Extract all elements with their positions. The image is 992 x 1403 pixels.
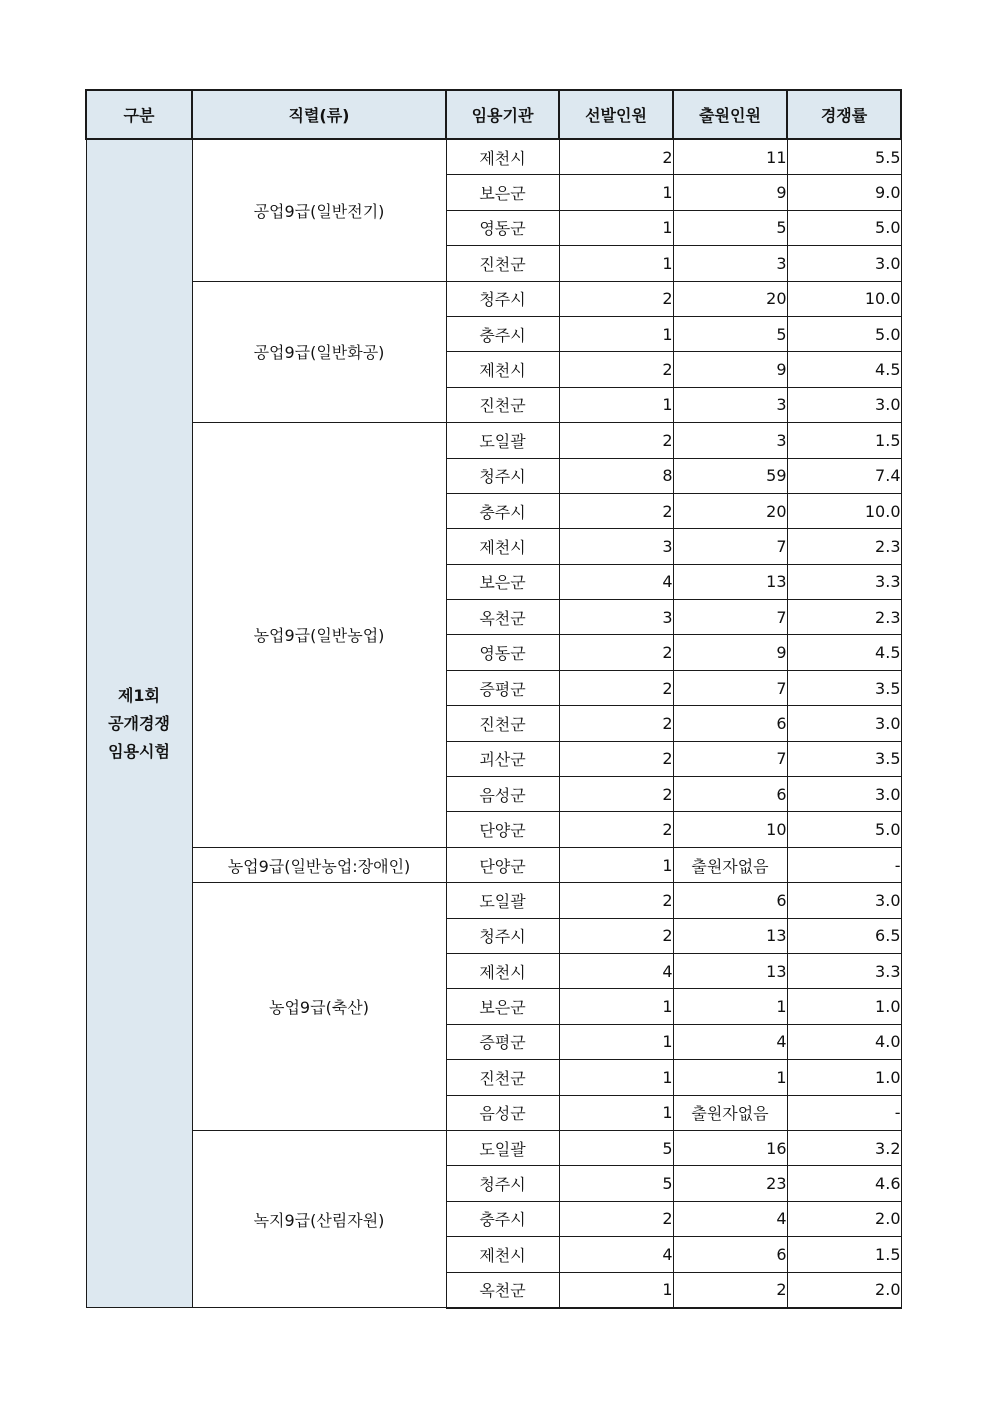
org-cell: 도일괄 [446, 1130, 559, 1165]
org-cell: 보은군 [446, 989, 559, 1024]
selected-cell: 1 [559, 175, 673, 210]
header-selected: 선발인원 [559, 90, 673, 139]
rate-cell: 10.0 [787, 281, 901, 316]
org-cell: 증평군 [446, 670, 559, 705]
selected-cell: 1 [559, 1095, 673, 1130]
rate-cell: 1.5 [787, 1237, 901, 1272]
position-cell: 농업9급(일반농업) [192, 423, 446, 848]
applicants-cell: 2 [673, 1272, 787, 1308]
rate-cell: 4.5 [787, 352, 901, 387]
rate-cell: 6.5 [787, 918, 901, 953]
applicants-cell: 4 [673, 1024, 787, 1059]
rate-cell: 3.5 [787, 670, 901, 705]
applicants-cell: 9 [673, 352, 787, 387]
applicants-cell: 1 [673, 989, 787, 1024]
rate-cell: 3.3 [787, 953, 901, 988]
selected-cell: 2 [559, 883, 673, 918]
org-cell: 영동군 [446, 635, 559, 670]
selected-cell: 4 [559, 564, 673, 599]
applicants-cell: 20 [673, 493, 787, 528]
position-cell: 공업9급(일반전기) [192, 139, 446, 281]
applicants-cell: 3 [673, 387, 787, 422]
applicants-cell: 13 [673, 953, 787, 988]
org-cell: 제천시 [446, 953, 559, 988]
selected-cell: 5 [559, 1166, 673, 1201]
applicants-cell: 13 [673, 918, 787, 953]
org-cell: 청주시 [446, 458, 559, 493]
rate-cell: 1.0 [787, 1060, 901, 1095]
selected-cell: 1 [559, 210, 673, 245]
applicants-cell: 10 [673, 812, 787, 847]
applicants-cell: 출원자없음 [673, 1095, 787, 1130]
applicants-cell: 9 [673, 175, 787, 210]
applicants-cell: 6 [673, 706, 787, 741]
rate-cell: 3.5 [787, 741, 901, 776]
selected-cell: 2 [559, 741, 673, 776]
selected-cell: 1 [559, 989, 673, 1024]
applicants-cell: 1 [673, 1060, 787, 1095]
selected-cell: 2 [559, 777, 673, 812]
selected-cell: 2 [559, 635, 673, 670]
org-cell: 음성군 [446, 777, 559, 812]
table-row [86, 139, 901, 175]
applicants-cell: 출원자없음 [673, 847, 787, 882]
applicants-cell: 6 [673, 777, 787, 812]
applicants-cell: 5 [673, 210, 787, 245]
rate-cell: - [787, 1095, 901, 1130]
applicants-cell: 6 [673, 883, 787, 918]
applicants-cell: 11 [673, 139, 787, 175]
header-position: 직렬(류) [192, 90, 446, 139]
selected-cell: 2 [559, 670, 673, 705]
applicants-cell: 3 [673, 423, 787, 458]
org-cell: 충주시 [446, 1201, 559, 1236]
table-row [86, 281, 901, 316]
selected-cell: 3 [559, 600, 673, 635]
org-cell: 음성군 [446, 1095, 559, 1130]
category-cell [86, 139, 192, 1308]
org-cell: 제천시 [446, 529, 559, 564]
selected-cell: 1 [559, 316, 673, 351]
rate-cell: 9.0 [787, 175, 901, 210]
selected-cell: 5 [559, 1130, 673, 1165]
applicants-cell: 5 [673, 316, 787, 351]
header-applicants: 출원인원 [673, 90, 787, 139]
applicants-cell: 13 [673, 564, 787, 599]
rate-cell: - [787, 847, 901, 882]
selected-cell: 1 [559, 387, 673, 422]
org-cell: 청주시 [446, 1166, 559, 1201]
rate-cell: 1.5 [787, 423, 901, 458]
rate-cell: 3.3 [787, 564, 901, 599]
rate-cell: 4.5 [787, 635, 901, 670]
rate-cell: 3.0 [787, 387, 901, 422]
org-cell: 청주시 [446, 918, 559, 953]
header-rate: 경쟁률 [787, 90, 901, 139]
org-cell: 도일괄 [446, 883, 559, 918]
selected-cell: 1 [559, 1272, 673, 1308]
table-row [86, 1130, 901, 1165]
applicants-cell: 3 [673, 246, 787, 281]
applicants-cell: 4 [673, 1201, 787, 1236]
rate-cell: 4.6 [787, 1166, 901, 1201]
applicants-cell: 7 [673, 600, 787, 635]
applicants-cell: 7 [673, 670, 787, 705]
org-cell: 괴산군 [446, 741, 559, 776]
org-cell: 진천군 [446, 246, 559, 281]
applicants-cell: 23 [673, 1166, 787, 1201]
category-line: 제1회 [117, 685, 161, 705]
selected-cell: 2 [559, 281, 673, 316]
header-category: 구분 [86, 90, 192, 139]
rate-cell: 3.0 [787, 777, 901, 812]
position-cell: 농업9급(일반농업:장애인) [192, 847, 446, 882]
selected-cell: 2 [559, 918, 673, 953]
position-cell: 공업9급(일반화공) [192, 281, 446, 423]
org-cell: 단양군 [446, 847, 559, 882]
selected-cell: 3 [559, 529, 673, 564]
rate-cell: 3.0 [787, 706, 901, 741]
org-cell: 진천군 [446, 706, 559, 741]
org-cell: 제천시 [446, 1237, 559, 1272]
selected-cell: 2 [559, 352, 673, 387]
results-table [85, 89, 902, 1309]
selected-cell: 2 [559, 1201, 673, 1236]
org-cell: 진천군 [446, 387, 559, 422]
rate-cell: 10.0 [787, 493, 901, 528]
selected-cell: 1 [559, 1024, 673, 1059]
rate-cell: 3.2 [787, 1130, 901, 1165]
org-cell: 청주시 [446, 281, 559, 316]
org-cell: 진천군 [446, 1060, 559, 1095]
selected-cell: 2 [559, 423, 673, 458]
table-body [86, 139, 901, 1308]
selected-cell: 8 [559, 458, 673, 493]
position-cell: 농업9급(축산) [192, 883, 446, 1131]
applicants-cell: 59 [673, 458, 787, 493]
org-cell: 보은군 [446, 564, 559, 599]
position-cell: 녹지9급(산림자원) [192, 1130, 446, 1307]
org-cell: 옥천군 [446, 1272, 559, 1308]
org-cell: 옥천군 [446, 600, 559, 635]
selected-cell: 4 [559, 1237, 673, 1272]
selected-cell: 1 [559, 1060, 673, 1095]
rate-cell: 5.5 [787, 139, 901, 175]
table-row [86, 847, 901, 882]
rate-cell: 5.0 [787, 316, 901, 351]
selected-cell: 2 [559, 706, 673, 741]
table-row [86, 423, 901, 458]
org-cell: 단양군 [446, 812, 559, 847]
rate-cell: 2.3 [787, 600, 901, 635]
rate-cell: 4.0 [787, 1024, 901, 1059]
selected-cell: 1 [559, 847, 673, 882]
org-cell: 충주시 [446, 493, 559, 528]
applicants-cell: 9 [673, 635, 787, 670]
org-cell: 증평군 [446, 1024, 559, 1059]
org-cell: 제천시 [446, 139, 559, 175]
rate-cell: 2.3 [787, 529, 901, 564]
applicants-cell: 20 [673, 281, 787, 316]
table-row [86, 883, 901, 918]
rate-cell: 5.0 [787, 812, 901, 847]
selected-cell: 1 [559, 246, 673, 281]
rate-cell: 3.0 [787, 246, 901, 281]
category-line: 임용시험 [108, 741, 170, 761]
org-cell: 도일괄 [446, 423, 559, 458]
rate-cell: 3.0 [787, 883, 901, 918]
org-cell: 영동군 [446, 210, 559, 245]
rate-cell: 5.0 [787, 210, 901, 245]
selected-cell: 2 [559, 139, 673, 175]
org-cell: 충주시 [446, 316, 559, 351]
category-line: 공개경쟁 [108, 713, 170, 733]
rate-cell: 1.0 [787, 989, 901, 1024]
header-org: 임용기관 [446, 90, 559, 139]
applicants-cell: 16 [673, 1130, 787, 1165]
applicants-cell: 7 [673, 741, 787, 776]
org-cell: 보은군 [446, 175, 559, 210]
org-cell: 제천시 [446, 352, 559, 387]
rate-cell: 7.4 [787, 458, 901, 493]
applicants-cell: 7 [673, 529, 787, 564]
rate-cell: 2.0 [787, 1201, 901, 1236]
selected-cell: 4 [559, 953, 673, 988]
header-row [86, 90, 901, 139]
rate-cell: 2.0 [787, 1272, 901, 1308]
selected-cell: 2 [559, 812, 673, 847]
selected-cell: 2 [559, 493, 673, 528]
applicants-cell: 6 [673, 1237, 787, 1272]
